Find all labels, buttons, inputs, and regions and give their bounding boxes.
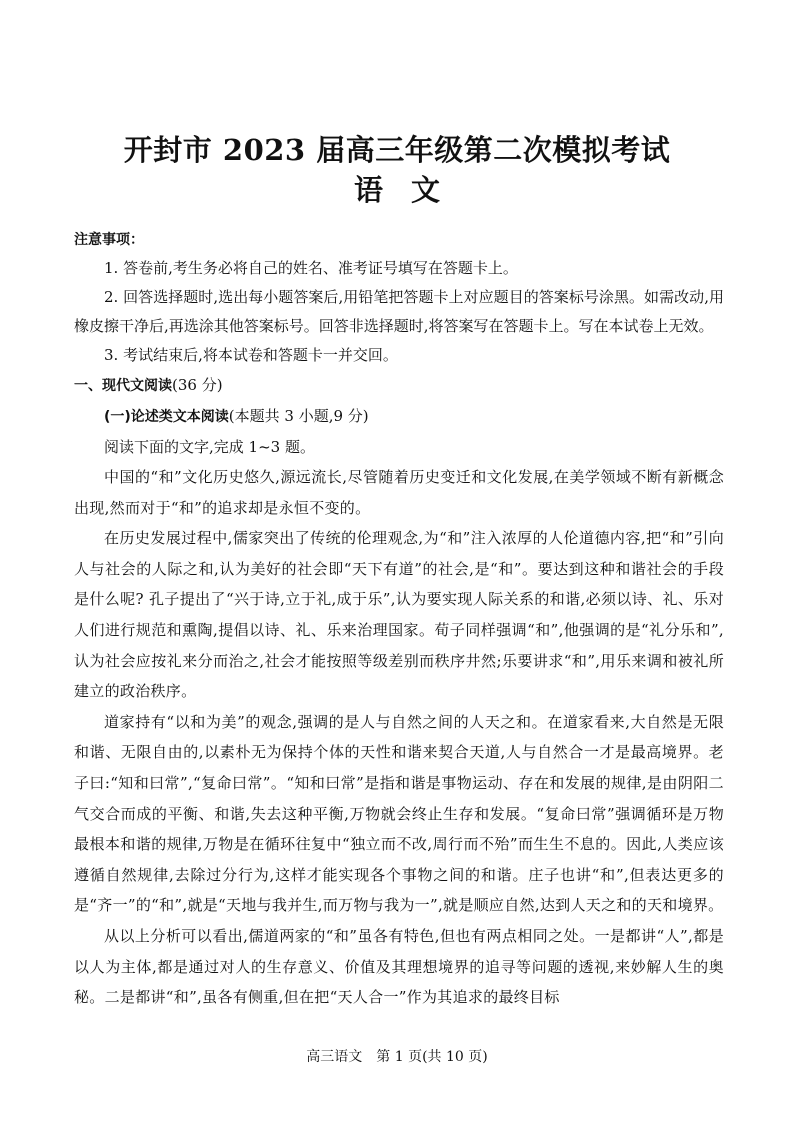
notice-item-3: 3. 考试结束后,将本试卷和答题卡一并交回。	[104, 346, 398, 364]
part-note: (本题共 3 小题,9 分)	[228, 407, 369, 425]
section-score: (36 分)	[172, 376, 223, 394]
passage-paragraph-3: 道家持有“以和为美”的观念,强调的是人与自然之间的人天之和。在道家看来,大自然是无限和谐、无限自由的,以素朴无为保持个体的天性和谐来契合天道,人与自然合一才是最高境界。老子曰:“知和曰常”,“复命曰常”。“知和曰常”是指和谐是事物运动、存在和发展的规律,是由阴阳二气交合而成的平衡、和谐,失去这种平衡,万物就会终止生存和发展。“复命曰常”强调循环是万物最根本和谐的规律,万物是在循环往复中“独立而不改,周行而不殆”而生生不息的。因此,人类应该遵循自然规律,去除过分行为,这样才能实现各个事物之间的和谐。庄子也讲“和”,但表达更多的是“齐一”的“和”,就是“天地与我并生,而万物与我为一”,就是顺应自然,达到人天之和的天和境界。	[74, 712, 724, 915]
exam-title: 开封市 2023 届高三年级第二次模拟考试	[123, 133, 671, 167]
passage-paragraph-1: 中国的“和”文化历史悠久,源远流长,尽管随着历史变迁和文化发展,在美学领域不断有新概念出现,然而对于“和”的追求却是永恒不变的。	[74, 468, 724, 517]
part-heading	[74, 401, 724, 432]
notice-item-2: 2. 回答选择题时,选出每小题答案后,用铅笔把答题卡上对应题目的答案标号涂黑。如需改动,用橡皮擦干净后,再选涂其他答案标号。回答非选择题时,将答案写在答题卡上。写在本试卷上无效。	[74, 288, 724, 335]
reading-instruction: 阅读下面的文字,完成 1~3 题。	[104, 438, 315, 456]
notice-item-1: 1. 答卷前,考生务必将自己的姓名、准考证号填写在答题卡上。	[104, 259, 518, 277]
part-title: (一)论述类文本阅读	[104, 409, 229, 425]
notice-heading: 注意事项：	[74, 232, 144, 248]
passage-paragraph-2: 在历史发展过程中,儒家突出了传统的伦理观念,为“和”注入浓厚的人伦道德内容,把“和”引向人与社会的人际之和,认为美好的社会即“天下有道”的社会,是“和”。要达到这种和谐社会的手段是什么呢? 孔子提出了“兴于诗,立于礼,成于乐”,认为要实现人际关系的和谐,必须以诗、礼、乐对人们进行规范和熏陶,提倡以诗、礼、乐来治理国家。荀子同样强调“和”,他强调的是“礼分乐和”,认为社会应按礼来分而治之,社会才能按照等级差别而秩序井然;乐要讲求“和”,用乐来调和被礼所建立的政治秩序。	[74, 529, 724, 701]
section-title: 一、现代文阅读	[74, 378, 172, 394]
page-footer: 高三语文 第 1 页(共 10 页)	[306, 1049, 488, 1065]
passage-paragraph-4: 从以上分析可以看出,儒道两家的“和”虽各有特色,但也有两点相同之处。一是都讲“人”,都是以人为主体,都是通过对人的生存意义、价值及其理想境界的追寻等问题的透视,来妙解人生的奥秘。二是都讲“和”,虽各有侧重,但在把“天人合一”作为其追求的最终目标	[74, 926, 724, 1007]
page-content	[74, 226, 724, 1013]
subject-title: 语文	[353, 173, 468, 207]
section-heading	[74, 370, 724, 401]
